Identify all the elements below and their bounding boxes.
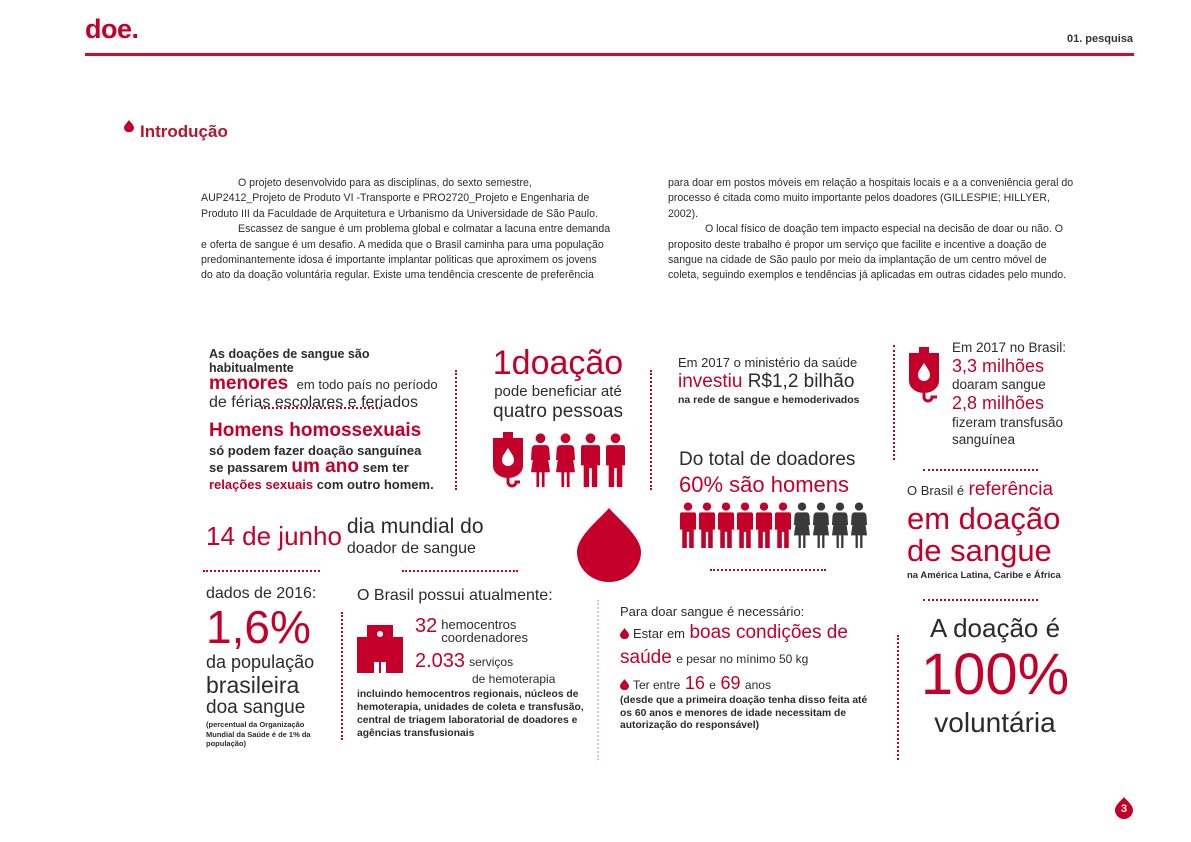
section-heading bbox=[124, 120, 228, 142]
fact-text: brasileira bbox=[206, 672, 300, 698]
fact-text: e bbox=[709, 678, 716, 692]
fact-highlight: 60% são homens bbox=[679, 472, 849, 497]
fact-note: (desde que a primeira doação tenha disso feita até os 60 anos e menores de idade necessitam de autorização do responsável) bbox=[620, 695, 868, 731]
fact-text: na rede de sangue e hemoderivados bbox=[678, 394, 860, 406]
intro-paragraph: Escassez de sangue é um problema global e colmatar a lacuna entre demanda e oferta de sangue é um desafio. A medida que o Brasil caminha para uma população predominantemente idosa é importante implantar politicas que aproximem os jovens do ato da doação voluntária regular. Existe uma tendência crescente de preferência bbox=[201, 223, 611, 282]
divider-vertical bbox=[897, 635, 899, 760]
fact-text: pode beneficiar até bbox=[494, 383, 622, 400]
fact-highlight: menores bbox=[209, 373, 289, 394]
intro-paragraph: para doar em postos móveis em relação a hospitais locais e a a conveniência geral do processo é citada como muito importante pelos doadores (GILLESPIE; HILLYER, 2002). bbox=[668, 177, 1074, 220]
beneficiaries-icons bbox=[478, 432, 638, 488]
fact-text: dia mundial do bbox=[346, 515, 484, 538]
fact-voluntary bbox=[905, 612, 1085, 740]
fact-text: voluntária bbox=[934, 707, 1056, 738]
fact-value: 16 bbox=[684, 673, 705, 693]
fact-text: da população bbox=[206, 652, 315, 672]
page-number bbox=[1115, 797, 1133, 819]
fact-highlight: relações sexuais bbox=[209, 477, 314, 492]
fact-requirements bbox=[620, 604, 890, 733]
fact-highlight: boas condições de saúde bbox=[620, 622, 848, 668]
fact-text: As doações de sangue são habitualmente bbox=[209, 347, 370, 375]
fact-text: sem ter bbox=[362, 460, 409, 475]
fact-highlight: Homens homossexuais bbox=[209, 420, 422, 441]
fact-text: anos bbox=[744, 678, 771, 692]
fact-text: doaram sangue bbox=[952, 377, 1046, 392]
fact-text: fizeram transfusão bbox=[952, 415, 1064, 430]
fact-reference bbox=[907, 478, 1087, 581]
fact-text: dados de 2016: bbox=[206, 585, 317, 602]
fact-text: coordenadores bbox=[441, 630, 528, 645]
fact-text: quatro pessoas bbox=[493, 401, 623, 422]
fact-homosexual-donors bbox=[209, 420, 449, 492]
fact-world-day bbox=[206, 516, 484, 560]
fact-investment bbox=[678, 355, 888, 406]
blood-drop-icon bbox=[620, 628, 629, 639]
fact-text: Para doar sangue é necessário: bbox=[620, 604, 805, 619]
fact-big-number: 1doação bbox=[492, 344, 624, 382]
fact-value: 3,3 milhões bbox=[952, 356, 1045, 376]
divider-vertical bbox=[455, 370, 457, 490]
fact-text: de férias escolares e feriados bbox=[209, 394, 418, 411]
man-figure-icon bbox=[774, 502, 792, 548]
logo bbox=[85, 14, 139, 45]
intro-paragraph: O local físico de doação tem impacto especial na decisão de doar ou não. O proposito deste trabalho é propor um serviço que facilite e incentive a doação de sangue na cidade de São paulo por meio da implantação de um centro móvel de coleta, seguindo exemplos e tendências já aplicadas em outras cidades pelo mundo. bbox=[668, 223, 1067, 282]
fact-text: só podem fazer doação sanguínea bbox=[209, 443, 422, 458]
section-label: 01. pesquisa bbox=[1066, 33, 1133, 45]
man-figure-icon bbox=[717, 502, 735, 548]
fact-value: 69 bbox=[720, 673, 741, 693]
fact-value: 2.033 bbox=[415, 650, 466, 672]
blood-drop-icon bbox=[577, 508, 641, 582]
blood-bag-icon-wrap bbox=[906, 347, 942, 408]
section-title: Introdução bbox=[140, 122, 228, 141]
blood-drop-icon bbox=[620, 679, 629, 690]
woman-figure-icon bbox=[556, 432, 575, 488]
page-number-text: 3 bbox=[1120, 803, 1128, 815]
fact-value: R$1,2 bilhão bbox=[747, 371, 855, 392]
fact-value: 2,8 milhões bbox=[952, 393, 1045, 413]
fact-value: 32 bbox=[415, 615, 438, 637]
blood-bag-icon bbox=[491, 432, 525, 488]
fact-text: doador de sangue bbox=[346, 540, 476, 557]
man-figure-icon bbox=[736, 502, 754, 548]
fact-text: e pesar no mínimo 50 kg bbox=[676, 652, 809, 666]
fact-one-donation bbox=[478, 343, 638, 488]
fact-holidays bbox=[209, 347, 449, 412]
fact-text: Em 2017 no Brasil: bbox=[952, 340, 1067, 355]
fact-text: A doação é bbox=[929, 613, 1061, 643]
fact-big-text: em doação bbox=[907, 501, 1061, 536]
man-figure-icon bbox=[698, 502, 716, 548]
fact-text: com outro homem. bbox=[316, 477, 434, 492]
fact-note: incluindo hemocentros regionais, núcleos de hemoterapia, unidades de coleta e transfusão, central de triagem laboratorial de doadores e agências transfusionais bbox=[357, 689, 584, 739]
fact-text: Em 2017 o ministério da saúde bbox=[678, 355, 858, 370]
man-figure-icon bbox=[679, 502, 697, 548]
fact-note: (percentual da Organização Mundial da Saúde é de 1% da população) bbox=[206, 720, 311, 748]
intro-column-right bbox=[668, 176, 1078, 284]
intro-column-left bbox=[201, 176, 611, 284]
fact-centers bbox=[357, 587, 587, 740]
fact-big-text: de sangue bbox=[907, 533, 1052, 568]
woman-figure-icon bbox=[831, 502, 849, 548]
man-figure-icon bbox=[581, 432, 600, 488]
divider-vertical bbox=[597, 600, 599, 760]
logo-text: doe bbox=[85, 14, 132, 44]
header-rule bbox=[85, 53, 1134, 56]
divider-vertical bbox=[341, 612, 343, 740]
logo-dot: . bbox=[131, 14, 139, 44]
fact-highlight: referência bbox=[968, 479, 1054, 500]
hospital-building-icon bbox=[357, 625, 403, 673]
woman-figure-icon bbox=[850, 502, 868, 548]
fact-text: hemocentros bbox=[441, 617, 517, 632]
divider-horizontal bbox=[710, 569, 826, 571]
fact-text: serviços bbox=[469, 655, 514, 669]
blood-bag-icon bbox=[906, 347, 942, 403]
divider-horizontal bbox=[923, 469, 1038, 471]
fact-text: O Brasil possui atualmente: bbox=[357, 587, 553, 604]
fact-brazil-2017 bbox=[952, 340, 1092, 448]
divider-horizontal bbox=[923, 599, 1038, 601]
man-figure-icon bbox=[755, 502, 773, 548]
woman-figure-icon bbox=[812, 502, 830, 548]
woman-figure-icon bbox=[531, 432, 550, 488]
fact-text: na América Latina, Caribe e África bbox=[907, 570, 1061, 581]
fact-big-number: 1,6% bbox=[206, 601, 311, 653]
fact-text: O Brasil é bbox=[907, 483, 965, 498]
woman-figure-icon bbox=[793, 502, 811, 548]
divider-vertical bbox=[893, 345, 895, 460]
fact-big-number: 100% bbox=[920, 642, 1070, 707]
fact-date: 14 de junho bbox=[206, 521, 342, 551]
divider-horizontal bbox=[203, 570, 320, 572]
fact-text: de hemoterapia bbox=[472, 672, 556, 686]
divider-horizontal bbox=[402, 570, 518, 572]
fact-text: em todo país no período bbox=[296, 377, 438, 392]
men-share-icons bbox=[679, 502, 889, 548]
fact-text: Estar em bbox=[633, 626, 686, 641]
fact-text: se passarem bbox=[209, 460, 288, 475]
fact-text: doa sangue bbox=[206, 697, 306, 718]
blood-drop-icon bbox=[124, 120, 134, 132]
fact-highlight: investiu bbox=[678, 371, 743, 392]
fact-men-share bbox=[679, 448, 889, 548]
fact-text: sanguínea bbox=[952, 432, 1016, 447]
divider-vertical bbox=[650, 370, 652, 490]
fact-text: Do total de doadores bbox=[679, 449, 856, 470]
fact-highlight: um ano bbox=[291, 456, 359, 477]
man-figure-icon bbox=[606, 432, 625, 488]
fact-text: Ter entre bbox=[633, 678, 681, 692]
fact-population bbox=[206, 585, 336, 749]
intro-paragraph: O projeto desenvolvido para as disciplinas, do sexto semestre, AUP2412_Projeto de Produto VI -Transporte e PRO2720_Projeto e Engenharia de Produto III da Faculdade de Arquitetura e Urbanismo da Universidade de São Paulo. bbox=[201, 177, 598, 220]
